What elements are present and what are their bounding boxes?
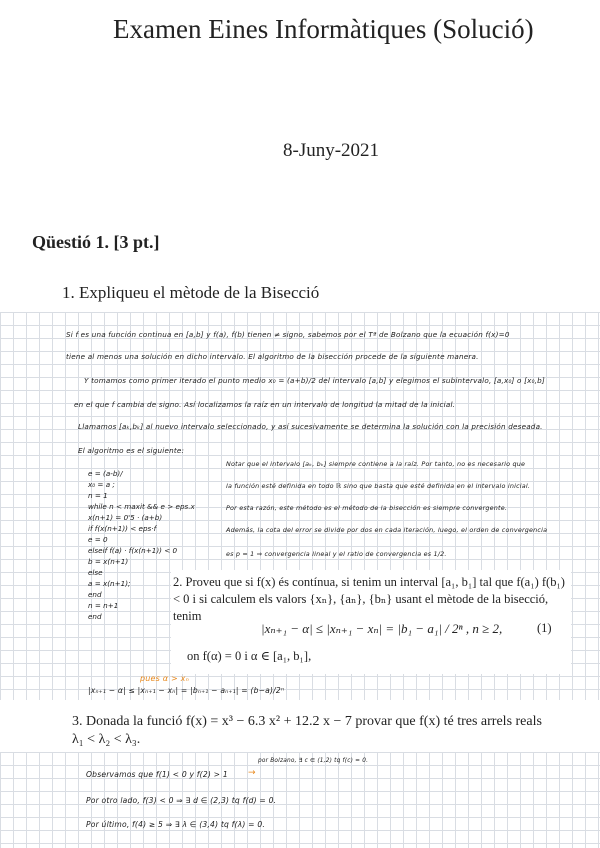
code-line: b = x(n+1) <box>88 557 129 566</box>
grid-paper-answer-area-2 <box>0 752 600 848</box>
item-2-equation: |xₙ₊₁ − α| ≤ |xₙ₊₁ − xₙ| = |b₁ − a₁| / 2ⁿ , n ≥ 2, <box>261 621 503 636</box>
handwritten-note-3: Por esta razón, este método es el método de la bisección es siempre convergente. <box>226 504 508 512</box>
handwritten-line-5: Llamamos [aₖ,bₖ] al nuevo intervalo seleccionado, y así sucesivamente se determina la solución con la precisión deseada. <box>78 422 543 431</box>
code-line: x(n+1) = 0'5 · (a+b) <box>88 513 163 522</box>
handwritten-answer-item-2: |xₙ₊₁ − α| ≤ |xₙ₊₁ − xₙ| = |bₙ₊₁ − aₙ₊₁| = (b−a)/2ⁿ <box>88 686 285 695</box>
handwritten-note-1: Notar que el intervalo [aₖ, bₖ] siempre contiene a la raíz. Por tanto, no es necesario que <box>226 460 526 468</box>
exam-title: Examen Eines Informàtiques (Solució) <box>113 14 534 44</box>
equation-number: (1) <box>537 621 552 635</box>
handwritten-annotation-bolzano: por Bolzano, ∃ c ∈ (1,2) tq f(c) = 0. <box>258 758 369 764</box>
code-line: n = n+1 <box>88 601 119 610</box>
code-line: e = 0 <box>88 535 108 544</box>
question-heading: Qüestió 1. [3 pt.] <box>32 232 160 252</box>
item-2-prompt: 2. Proveu que si f(x) és contínua, si tenim un interval [a₁, b₁] tal que f(a₁) f(b₁) < 0 i si calculem els valors {xₙ}, {aₙ}, {bₙ} usant el mètode de la bisecció, tenim <box>173 575 565 623</box>
code-line: a = x(n+1); <box>88 579 131 588</box>
item-1-prompt: 1. Expliqueu el mètode de la Bisecció <box>62 283 320 302</box>
item-2-condition: on f(α) = 0 i α ∈ [a₁, b₁], <box>187 649 312 663</box>
code-line: n = 1 <box>88 491 108 500</box>
handwritten-note-2: la función esté definida en todo ℝ sino que basta que esté definida en el intervalo inicial. <box>226 482 531 490</box>
handwritten-answer-item-3-line-2: Por otro lado, f(3) < 0 ⇒ ∃ d ∈ (2,3) tq f(d) = 0. <box>86 796 277 805</box>
code-line: elseif f(a) · f(x(n+1)) < 0 <box>88 546 178 555</box>
handwritten-line-4: en el que f cambia de signo. Así localizamos la raíz en un intervalo de longitud la mitad de la inicial. <box>74 400 456 409</box>
handwritten-answer-item-3-line-3: Por último, f(4) ≥ 5 ⇒ ∃ λ ∈ (3,4) tq f(λ) = 0. <box>86 820 265 829</box>
code-line: e = (a-b)/ <box>88 469 123 478</box>
handwritten-answer-item-3-line-1: Observamos que f(1) < 0 y f(2) > 1 <box>86 770 228 779</box>
code-line: while n < maxit && e > eps.x <box>88 502 195 511</box>
arrow-annotation: → <box>248 768 256 778</box>
handwritten-line-1: Si f es una función continua en [a,b] y f(a), f(b) tienen ≠ signo, sabemos por el Tª de Bolzano que la ecuación f(x)=0 <box>66 330 510 339</box>
code-line: if f(x(n+1)) < eps·f <box>88 524 157 533</box>
code-line: x₀ = a ; <box>88 480 115 489</box>
handwritten-note-4: Además, la cota del error se divide por dos en cada iteración, luego, el orden de convergencia <box>226 526 548 534</box>
handwritten-line-2: tiene al menos una solución en dicho intervalo. El algoritmo de la bisección procede de la siguiente manera. <box>66 352 479 361</box>
handwritten-note-5: es p = 1 ⇒ convergencia lineal y el ratio de convergencia es 1/2. <box>226 550 447 558</box>
handwritten-annotation-pues: pues α > xₙ <box>140 674 189 683</box>
item-3-prompt: 3. Donada la funció f(x) = x³ − 6.3 x² + 12.2 x − 7 provar que f(x) té tres arrels reals λ₁ < λ₂ < λ₃. <box>72 714 542 747</box>
item-2-block <box>171 570 571 674</box>
code-line: end <box>88 590 102 599</box>
code-line: else <box>88 568 103 577</box>
handwritten-line-6: El algoritmo es el siguiente: <box>78 446 185 455</box>
code-line: end <box>88 612 102 621</box>
handwritten-line-3: Y tomamos como primer iterado el punto medio x₀ = (a+b)/2 del intervalo [a,b] y elegimos el subintervalo, [a,x₀] o [x₀,b] <box>84 376 545 385</box>
exam-date: 8-Juny-2021 <box>283 140 380 161</box>
